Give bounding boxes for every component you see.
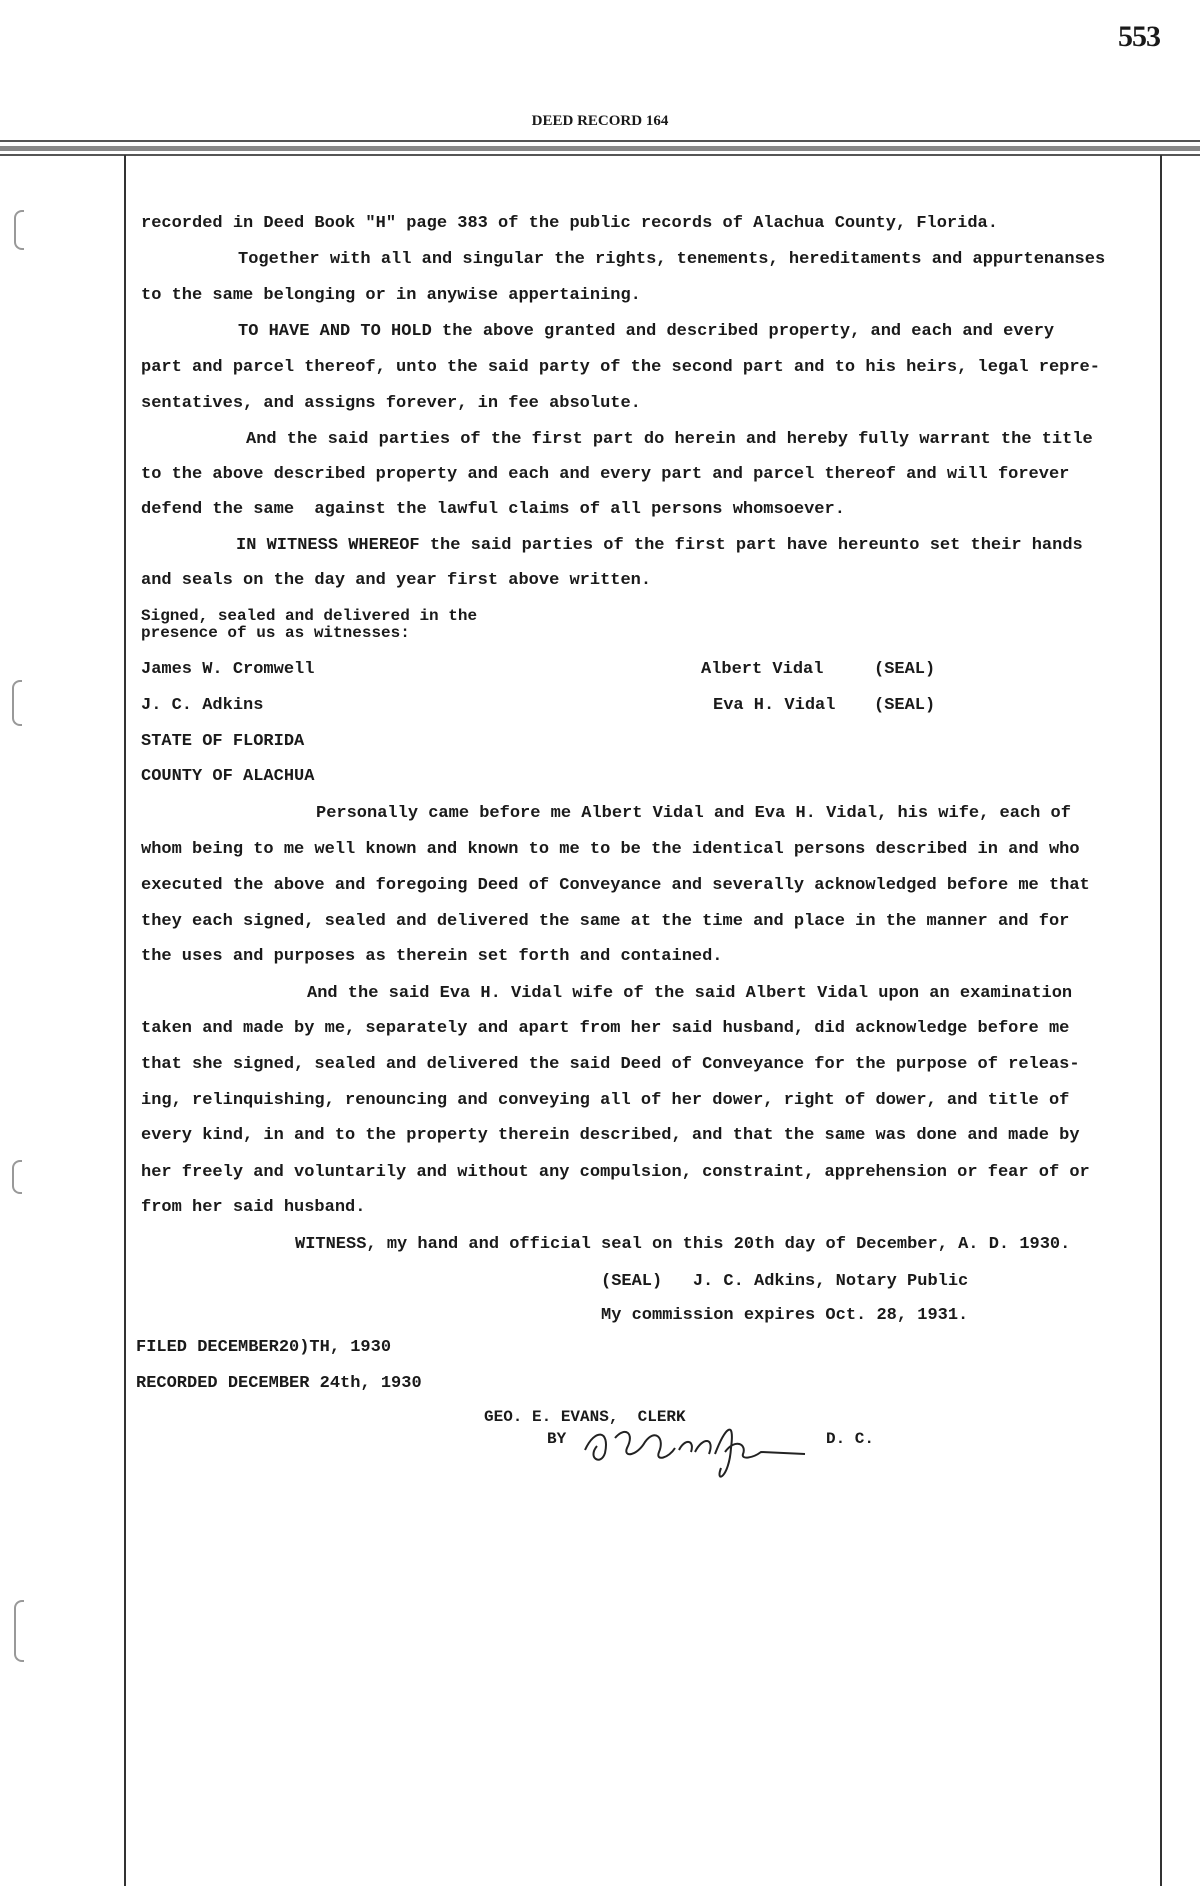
text-line: And the said parties of the first part do herein and hereby fully warrant the title xyxy=(246,430,1093,449)
text-line: her freely and voluntarily and without any compulsion, constraint, apprehension or fear of or xyxy=(141,1163,1090,1182)
page-number: 553 xyxy=(1118,20,1160,53)
text-line: And the said Eva H. Vidal wife of the said Albert Vidal upon an examination xyxy=(307,984,1073,1003)
text-line: Together with all and singular the rights, tenements, hereditaments and appurtenanses xyxy=(238,250,1106,269)
text-line: IN WITNESS WHEREOF the said parties of the first part have hereunto set their hands xyxy=(236,536,1083,555)
text-line: part and parcel thereof, unto the said party of the second part and to his heirs, legal repre- xyxy=(141,358,1100,377)
commission-expiry: My commission expires Oct. 28, 1931. xyxy=(601,1306,969,1325)
text-line: every kind, in and to the property therein described, and that the same was done and made by xyxy=(141,1126,1080,1145)
text-line: taken and made by me, separately and apart from her said husband, did acknowledge before me xyxy=(141,1019,1070,1038)
venue-state: STATE OF FLORIDA xyxy=(141,732,305,751)
binding-mark xyxy=(12,1160,22,1194)
clerk-name: GEO. E. EVANS, CLERK xyxy=(484,1408,686,1426)
signature-image xyxy=(575,1408,835,1488)
witness-clause: WITNESS, my hand and official seal on this 20th day of December, A. D. 1930. xyxy=(295,1235,1071,1254)
text-line: executed the above and foregoing Deed of Conveyance and severally acknowledged before me that xyxy=(141,876,1090,895)
rule-bottom xyxy=(0,154,1200,156)
seal-label: (SEAL) xyxy=(874,696,936,715)
notary-signature: (SEAL) J. C. Adkins, Notary Public xyxy=(601,1272,969,1291)
seal-label: (SEAL) xyxy=(874,660,936,679)
text-line: defend the same against the lawful claims of all persons whomsoever. xyxy=(141,500,845,519)
by-label: BY xyxy=(547,1430,567,1448)
right-margin-line xyxy=(1160,155,1162,1886)
text-line: Signed, sealed and delivered in the xyxy=(141,607,478,625)
filed-date: FILED DECEMBER20)TH, 1930 xyxy=(136,1338,392,1357)
venue-county: COUNTY OF ALACHUA xyxy=(141,767,315,786)
rule-middle xyxy=(0,146,1200,151)
rule-top xyxy=(0,140,1200,142)
text-line: whom being to me well known and known to me to be the identical persons described in and who xyxy=(141,840,1080,859)
witness-name: J. C. Adkins xyxy=(141,696,264,715)
deputy-clerk-signature xyxy=(575,1408,835,1493)
witness-name: James W. Cromwell xyxy=(141,660,315,679)
page-header: DEED RECORD 164 xyxy=(531,113,669,129)
text-line: sentatives, and assigns forever, in fee absolute. xyxy=(141,394,641,413)
text-line: TO HAVE AND TO HOLD the above granted and described property, and each and every xyxy=(238,322,1055,341)
binding-mark xyxy=(14,210,24,250)
text-line: presence of us as witnesses: xyxy=(141,624,410,642)
text-line: that she signed, sealed and delivered the said Deed of Conveyance for the purpose of releas- xyxy=(141,1055,1080,1074)
text-line: to the above described property and each and every part and parcel thereof and will forever xyxy=(141,465,1070,484)
recorded-date: RECORDED DECEMBER 24th, 1930 xyxy=(136,1374,422,1393)
grantor-name: Albert Vidal xyxy=(701,660,824,679)
text-line: recorded in Deed Book "H" page 383 of the public records of Alachua County, Florida. xyxy=(141,214,998,233)
text-line: ing, relinquishing, renouncing and conveying all of her dower, right of dower, and title of xyxy=(141,1091,1070,1110)
text-line: Personally came before me Albert Vidal and Eva H. Vidal, his wife, each of xyxy=(316,804,1071,823)
text-line: they each signed, sealed and delivered the same at the time and place in the manner and for xyxy=(141,912,1070,931)
grantor-name: Eva H. Vidal xyxy=(713,696,836,715)
text-line: from her said husband. xyxy=(141,1198,366,1217)
left-margin-line xyxy=(124,155,126,1886)
text-line: to the same belonging or in anywise appertaining. xyxy=(141,286,641,305)
text-line: the uses and purposes as therein set forth and contained. xyxy=(141,947,723,966)
text-line: and seals on the day and year first above written. xyxy=(141,571,652,590)
binding-mark xyxy=(14,1600,24,1662)
binding-mark xyxy=(12,680,22,726)
deputy-clerk-label: D. C. xyxy=(826,1430,875,1448)
